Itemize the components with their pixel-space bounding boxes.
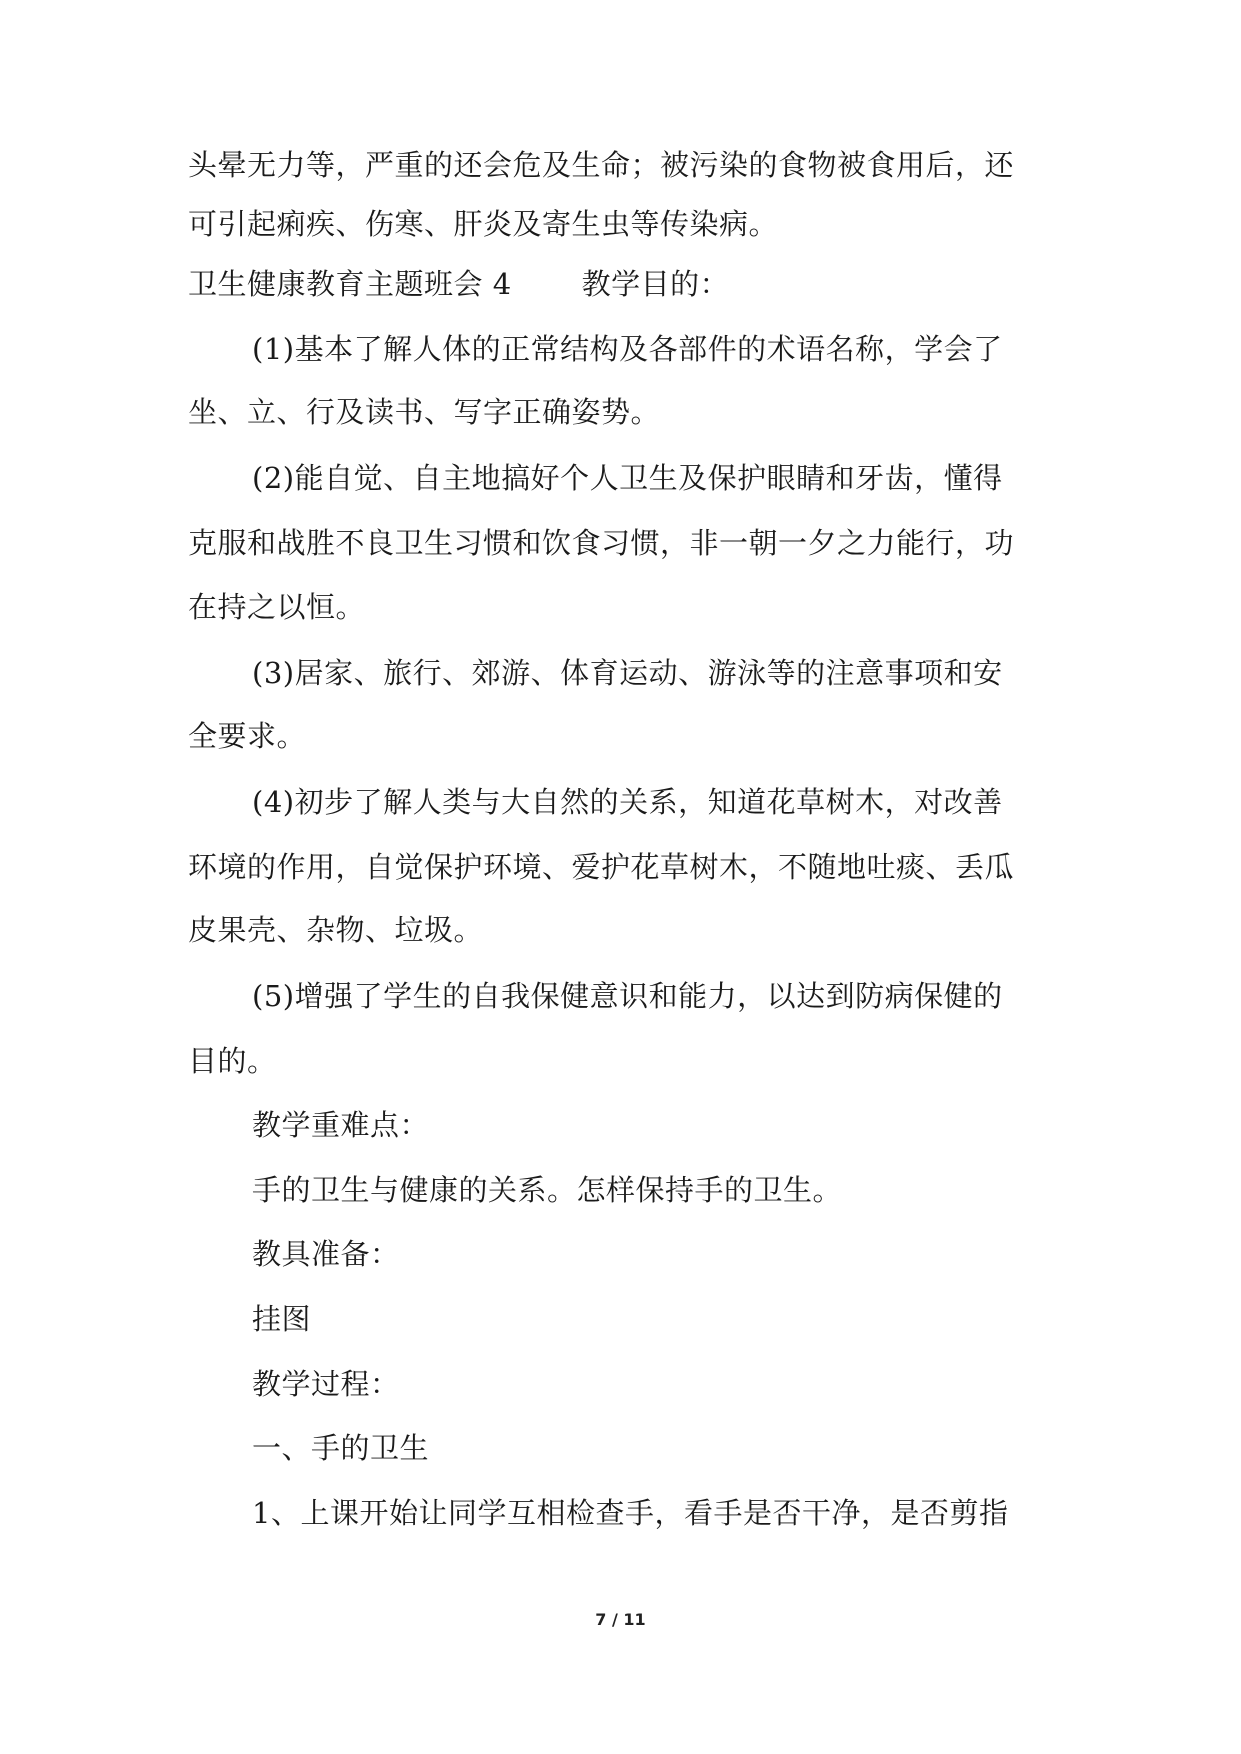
paragraph-line: 挂图 — [252, 1302, 312, 1336]
paragraph-line: (1)基本了解人体的正常结构及各部件的术语名称，学会了 — [252, 332, 1003, 366]
paragraph-line: 教具准备： — [252, 1237, 400, 1271]
paragraph-line: (3)居家、旅行、郊游、体育运动、游泳等的注意事项和安 — [252, 656, 1003, 690]
paragraph-line: 可引起痢疾、伤寒、肝炎及寄生虫等传染病。 — [188, 207, 779, 241]
paragraph-line: 教学过程： — [252, 1367, 400, 1401]
paragraph-line: (5)增强了学生的自我保健意识和能力，以达到防病保健的 — [252, 979, 1003, 1013]
paragraph-line: 1、上课开始让同学互相检查手，看手是否干净，是否剪指 — [252, 1496, 1009, 1530]
paragraph-line: 一、手的卫生 — [252, 1431, 430, 1465]
section-subtitle: 教学目的： — [581, 267, 730, 301]
paragraph-line: (4)初步了解人类与大自然的关系，知道花草树木，对改善 — [252, 785, 1003, 819]
section-title: 卫生健康教育主题班会 4 — [188, 267, 512, 301]
paragraph-line: 环境的作用，自觉保护环境、爱护花草树木，不随地吐痰、丢瓜 — [188, 850, 1015, 884]
paragraph-line: (2)能自觉、自主地搞好个人卫生及保护眼睛和牙齿，懂得 — [252, 461, 1003, 495]
paragraph-line: 目的。 — [188, 1044, 277, 1078]
paragraph-line: 坐、立、行及读书、写字正确姿势。 — [188, 395, 661, 429]
paragraph-line: 全要求。 — [188, 719, 307, 753]
paragraph-line: 头晕无力等，严重的还会危及生命；被污染的食物被食用后，还 — [188, 148, 1015, 182]
section-heading — [188, 266, 729, 302]
paragraph-line: 皮果壳、杂物、垃圾。 — [188, 913, 484, 947]
paragraph-line: 教学重难点： — [252, 1108, 430, 1142]
page-number: 7 / 11 — [595, 1610, 646, 1629]
paragraph-line: 克服和战胜不良卫生习惯和饮食习惯，非一朝一夕之力能行，功 — [188, 526, 1015, 560]
paragraph-line: 手的卫生与健康的关系。怎样保持手的卫生。 — [252, 1173, 843, 1207]
paragraph-line: 在持之以恒。 — [188, 590, 366, 624]
